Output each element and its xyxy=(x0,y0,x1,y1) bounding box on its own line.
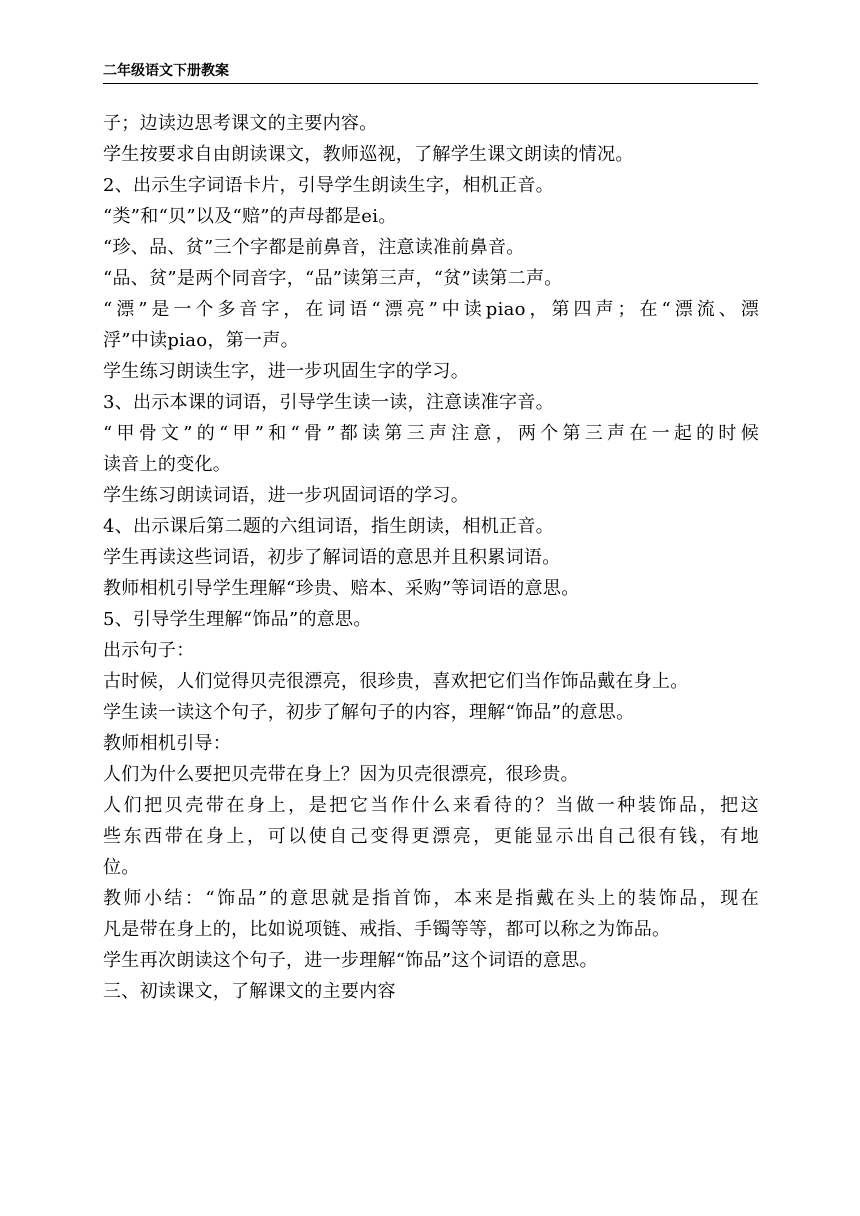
text-line: 人们把贝壳带在身上，是把它当作什么来看待的？当做一种装饰品，把这 xyxy=(103,795,759,816)
text-line: 些东西带在身上，可以使自己变得更漂亮，更能显示出自己很有钱，有地 xyxy=(103,826,759,847)
text-line: 教师相机引导： xyxy=(103,733,232,754)
text-line: 学生练习朗读词语，进一步巩固词语的学习。 xyxy=(103,485,469,506)
text-line: 三、初读课文，了解课文的主要内容 xyxy=(103,981,396,1002)
text-line: 读音上的变化。 xyxy=(103,454,232,475)
text-line: 浮”中读piao，第一声。 xyxy=(103,330,299,351)
text-line: “甲骨文”的“甲”和“骨”都读第三声注意，两个第三声在一起的时候 xyxy=(103,423,759,444)
text-line: “漂”是一个多音字，在词语“漂亮”中读piao，第四声；在“漂流、漂 xyxy=(103,299,759,320)
text-line: “品、贫”是两个同音字，“品”读第三声，“贫”读第二声。 xyxy=(103,268,563,289)
text-line: 教师小结：“饰品”的意思就是指首饰，本来是指戴在头上的装饰品，现在 xyxy=(103,888,759,909)
text-line: 3、出示本课的词语，引导学生读一读，注意读准字音。 xyxy=(103,392,554,413)
text-line: 古时候，人们觉得贝壳很漂亮，很珍贵，喜欢把它们当作饰品戴在身上。 xyxy=(103,671,689,692)
text-line: 位。 xyxy=(103,857,140,878)
text-line: 学生再读这些词语，初步了解词语的意思并且积累词语。 xyxy=(103,547,561,568)
text-line: “类”和“贝”以及“赔”的声母都是ei。 xyxy=(103,206,397,227)
text-line: 凡是带在身上的，比如说项链、戒指、手镯等等，都可以称之为饰品。 xyxy=(103,919,671,940)
text-line: 学生再次朗读这个句子，进一步理解“饰品”这个词语的意思。 xyxy=(103,950,598,971)
text-line: 2、出示生字词语卡片，引导学生朗读生字，相机正音。 xyxy=(103,175,554,196)
text-line: 出示句子： xyxy=(103,640,195,661)
text-line: 学生练习朗读生字，进一步巩固生字的学习。 xyxy=(103,361,469,382)
text-line: 学生按要求自由朗读课文，教师巡视，了解学生课文朗读的情况。 xyxy=(103,144,634,165)
header-title: 二年级语文下册教案 xyxy=(103,63,229,79)
text-line: 教师相机引导学生理解“珍贵、赔本、采购”等词语的意思。 xyxy=(103,578,580,599)
page-header xyxy=(103,62,758,84)
document-body xyxy=(103,108,759,1007)
text-line: 5、引导学生理解“饰品”的意思。 xyxy=(103,609,372,630)
text-line: 学生读一读这个句子，初步了解句子的内容，理解“饰品”的意思。 xyxy=(103,702,635,723)
text-line: “珍、品、贫”三个字都是前鼻音，注意读准前鼻音。 xyxy=(103,237,525,258)
text-line: 子；边读边思考课文的主要内容。 xyxy=(103,113,378,134)
text-line: 人们为什么要把贝壳带在身上？因为贝壳很漂亮，很珍贵。 xyxy=(103,764,579,785)
text-line: 4、出示课后第二题的六组词语，指生朗读，相机正音。 xyxy=(103,516,554,537)
